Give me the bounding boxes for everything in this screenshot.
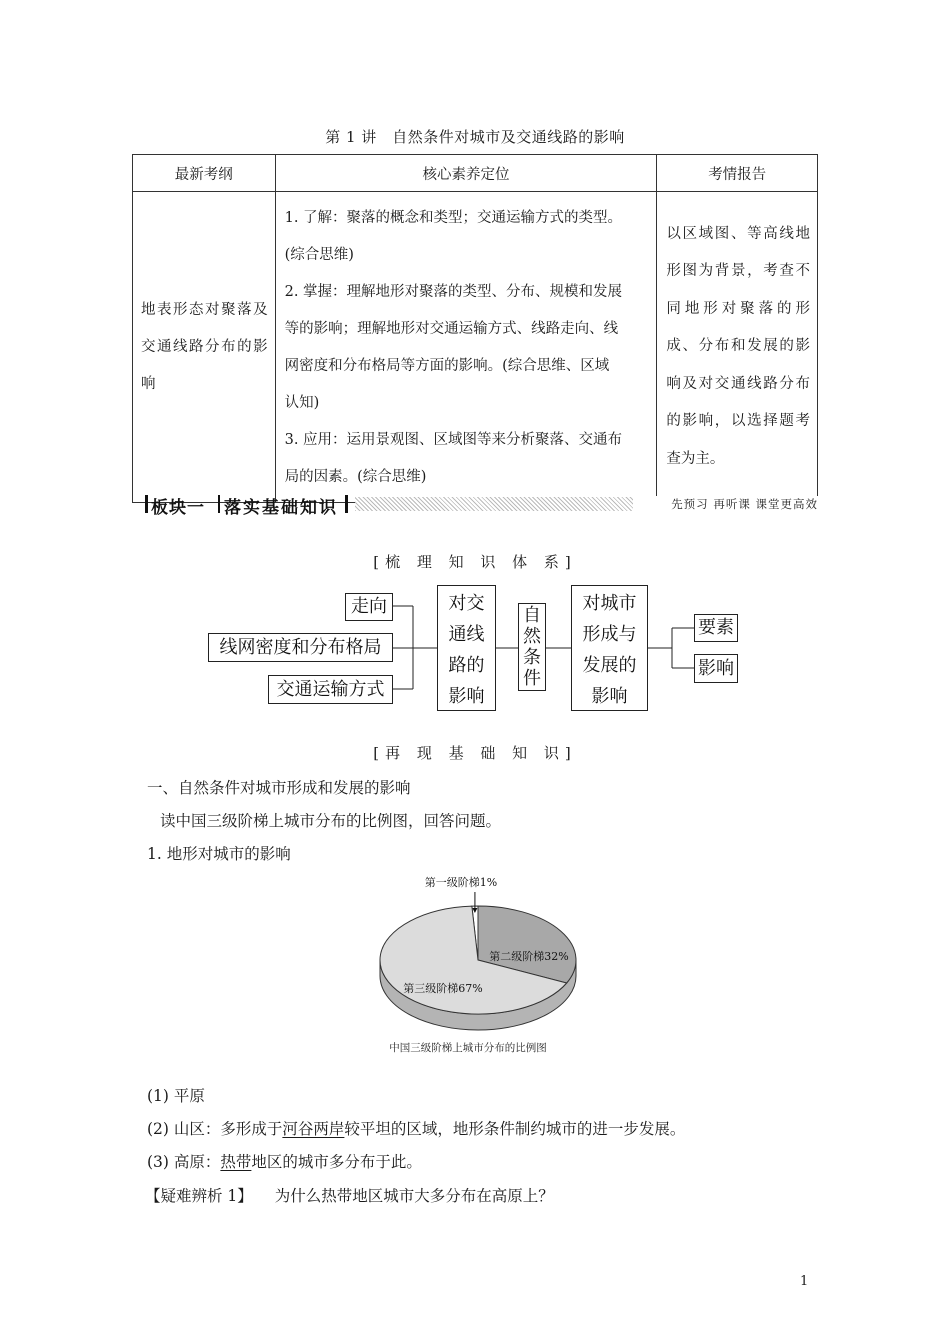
box-line: 影响 [448,686,485,707]
pie-label-2: 第二级阶梯32% [489,950,569,963]
core-line: (综合思维) [284,247,354,263]
box-line: 自 [523,605,541,626]
banner-tagline: 先预习 再听课 课堂更高效 [633,496,818,512]
page-title: 第 1 讲 自然条件对城市及交通线路的影响 [325,128,625,146]
box-line: 影响 [591,686,628,707]
item-text: (2) 山区：多形成于 [147,1120,283,1138]
pie-chart-title: 中国三级阶梯上城市分布的比例图 [389,1042,547,1054]
diagram-item-direction: 走向 [345,593,393,621]
diagram-item-network-density: 线网密度和分布格局 [208,633,393,662]
box-line: 然 [523,626,541,647]
header-syllabus: 最新考纲 [133,155,276,192]
page-number: 1 [800,1274,809,1289]
diagram-natural-conditions-box [518,603,546,691]
banner-label-part2: 落实基础知识 [224,498,338,518]
exam-report-text: 以区域图、等高线地形图为背景，考查不同地形对聚落的形成、分布和发展的影响及对交通线路分布的影响，以选择题考查为主。 [666,225,810,467]
core-line: 1. 了解：聚落的概念和类型；交通运输方式的类型。 [284,210,623,226]
header-core-literacy: 核心素养定位 [275,155,657,192]
core-line: 等的影响；理解地形对交通运输方式、线路走向、线 [284,321,619,337]
box-line: 对交 [448,593,485,614]
item-plain: (1) 平原 [147,1087,205,1105]
header-exam-report: 考情报告 [657,155,818,192]
item-text: (3) 高原： [147,1153,221,1171]
heading-1: 一、自然条件对城市形成和发展的影响 [147,779,411,797]
syllabus-text: 地表形态对聚落及交通线路分布的影响 [141,301,268,392]
diagram-item-transport-mode: 交通运输方式 [268,675,393,704]
underlined-answer: 热带 [220,1153,252,1171]
item-mountain [147,1117,685,1139]
instruction-text: 读中国三级阶梯上城市分布的比例图，回答问题。 [160,812,502,830]
box-line: 路的 [448,655,485,676]
question-block [145,1184,554,1206]
section-review: [再 现 基 础 知 识] [373,744,577,762]
diagram-transport-impact-box [437,585,496,711]
section-knowledge-system: [梳 理 知 识 体 系] [373,553,577,571]
box-line: 件 [523,668,541,689]
core-line: 认知) [284,395,320,411]
box-line: 形成与 [582,624,637,645]
question-text: 为什么热带地区城市大多分布在高原上？ [274,1187,554,1205]
box-line: 通线 [448,624,485,645]
pie-label-3: 第三级阶梯67% [403,982,483,995]
sub-heading-terrain: 1. 地形对城市的影响 [147,845,291,863]
question-tag: 【疑难辨析 1】 [145,1187,253,1205]
core-line: 2. 掌握：理解地形对聚落的类型、分布、规模和发展 [284,284,623,300]
box-line: 条 [523,647,541,668]
banner-label-part1: 板块一 [151,498,205,518]
pie-chart-svg [365,868,595,1058]
pie-label-1: 第一级阶梯1% [424,876,498,889]
box-line: 对城市 [582,593,637,614]
diagram-item-influence: 影响 [694,654,738,683]
core-line: 3. 应用：运用景观图、区域图等来分析聚落、交通布 [284,432,623,448]
diagram-item-elements: 要素 [694,614,738,642]
item-plateau [147,1150,422,1172]
diagram-city-impact-box [571,585,648,711]
core-line: 网密度和分布格局等方面的影响。(综合思维、区域 [284,358,610,374]
item-text: 地区的城市多分布于此。 [251,1153,422,1171]
pie-chart [365,868,595,1058]
item-text: 较平坦的区域，地形条件制约城市的进一步发展。 [344,1120,686,1138]
box-line: 发展的 [582,655,637,676]
core-line: 局的因素。(综合思维) [284,469,427,485]
underlined-answer: 河谷两岸 [282,1120,345,1138]
